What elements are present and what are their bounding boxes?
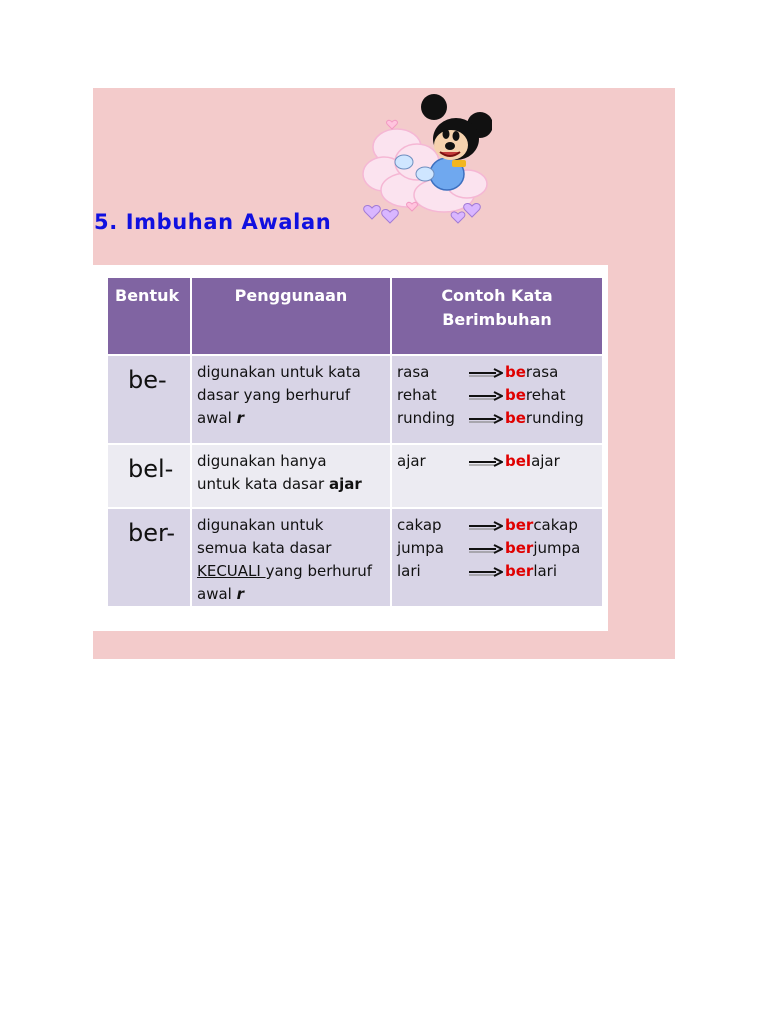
mickey-mouse-on-cloud-icon: [362, 92, 492, 227]
header-bentuk: Bentuk: [107, 277, 191, 355]
example-item: [397, 361, 600, 384]
usage-line: [197, 560, 386, 583]
example-base: jumpa: [397, 539, 444, 557]
arrow-right-icon: [469, 521, 505, 531]
example-derived: [505, 361, 558, 384]
form-cell: bel-: [107, 444, 191, 508]
usage-text: yang berhuruf: [265, 562, 373, 580]
usage-cell: [191, 355, 391, 444]
example-derived: [505, 514, 578, 537]
usage-line: [197, 583, 386, 606]
usage-keyword: ajar: [328, 475, 362, 493]
table-row: [107, 508, 603, 607]
prefix-part: be: [505, 409, 526, 427]
arrow-right-icon: [469, 457, 505, 467]
example-base: runding: [397, 409, 455, 427]
prefix-part: bel: [505, 452, 532, 470]
usage-line: digunakan hanya: [197, 452, 327, 470]
root-part: runding: [525, 409, 584, 427]
header-contoh-line1: Contoh Kata: [441, 286, 553, 305]
example-item: [397, 514, 600, 537]
arrow-right-icon: [469, 368, 505, 378]
root-part: ajar: [531, 452, 560, 470]
root-part: jumpa: [533, 539, 581, 557]
example-base: rehat: [397, 386, 437, 404]
arrow-right-icon: [469, 567, 505, 577]
example-base: cakap: [397, 516, 442, 534]
usage-line: dasar yang berhuruf: [197, 386, 351, 404]
examples-cell: [391, 355, 603, 444]
usage-text: awal: [197, 409, 237, 427]
usage-line: digunakan untuk: [197, 516, 324, 534]
form-cell: be-: [107, 355, 191, 444]
affix-table: [106, 276, 604, 608]
example-derived: [505, 537, 580, 560]
example-derived: [505, 560, 557, 583]
arrow-right-icon: [469, 391, 505, 401]
header-contoh-line2: Berimbuhan: [442, 310, 552, 329]
header-penggunaan: Penggunaan: [191, 277, 391, 355]
arrow-right-icon: [469, 544, 505, 554]
example-item: [397, 537, 600, 560]
usage-letter: r: [236, 585, 244, 603]
root-part: rasa: [525, 363, 559, 381]
prefix-part: ber: [505, 562, 534, 580]
usage-line: [197, 407, 386, 430]
usage-text: untuk kata dasar: [197, 475, 329, 493]
root-part: cakap: [533, 516, 578, 534]
prefix-part: be: [505, 363, 526, 381]
example-derived: [505, 450, 560, 473]
root-part: lari: [533, 562, 558, 580]
example-base: lari: [397, 562, 421, 580]
example-derived: [505, 407, 584, 430]
usage-cell: [191, 508, 391, 607]
examples-cell: [391, 444, 603, 508]
table-row: [107, 355, 603, 444]
table-row: [107, 444, 603, 508]
usage-letter: r: [236, 409, 244, 427]
usage-cell: [191, 444, 391, 508]
prefix-part: ber: [505, 539, 534, 557]
prefix-part: ber: [505, 516, 534, 534]
arrow-right-icon: [469, 414, 505, 424]
form-cell: ber-: [107, 508, 191, 607]
table-header-row: [107, 277, 603, 355]
example-item: [397, 384, 600, 407]
prefix-part: be: [505, 386, 526, 404]
example-base: rasa: [397, 363, 430, 381]
usage-line: [197, 473, 386, 496]
example-base: ajar: [397, 452, 426, 470]
examples-cell: [391, 508, 603, 607]
example-derived: [505, 384, 566, 407]
usage-underlined: KECUALI: [197, 562, 266, 580]
section-heading: 5. Imbuhan Awalan: [94, 210, 332, 234]
example-item: [397, 407, 600, 430]
usage-line: semua kata dasar: [197, 539, 332, 557]
root-part: rehat: [525, 386, 566, 404]
example-item: [397, 450, 600, 473]
header-contoh: [391, 277, 603, 355]
example-item: [397, 560, 600, 583]
usage-text: awal: [197, 585, 237, 603]
usage-line: digunakan untuk kata: [197, 363, 361, 381]
